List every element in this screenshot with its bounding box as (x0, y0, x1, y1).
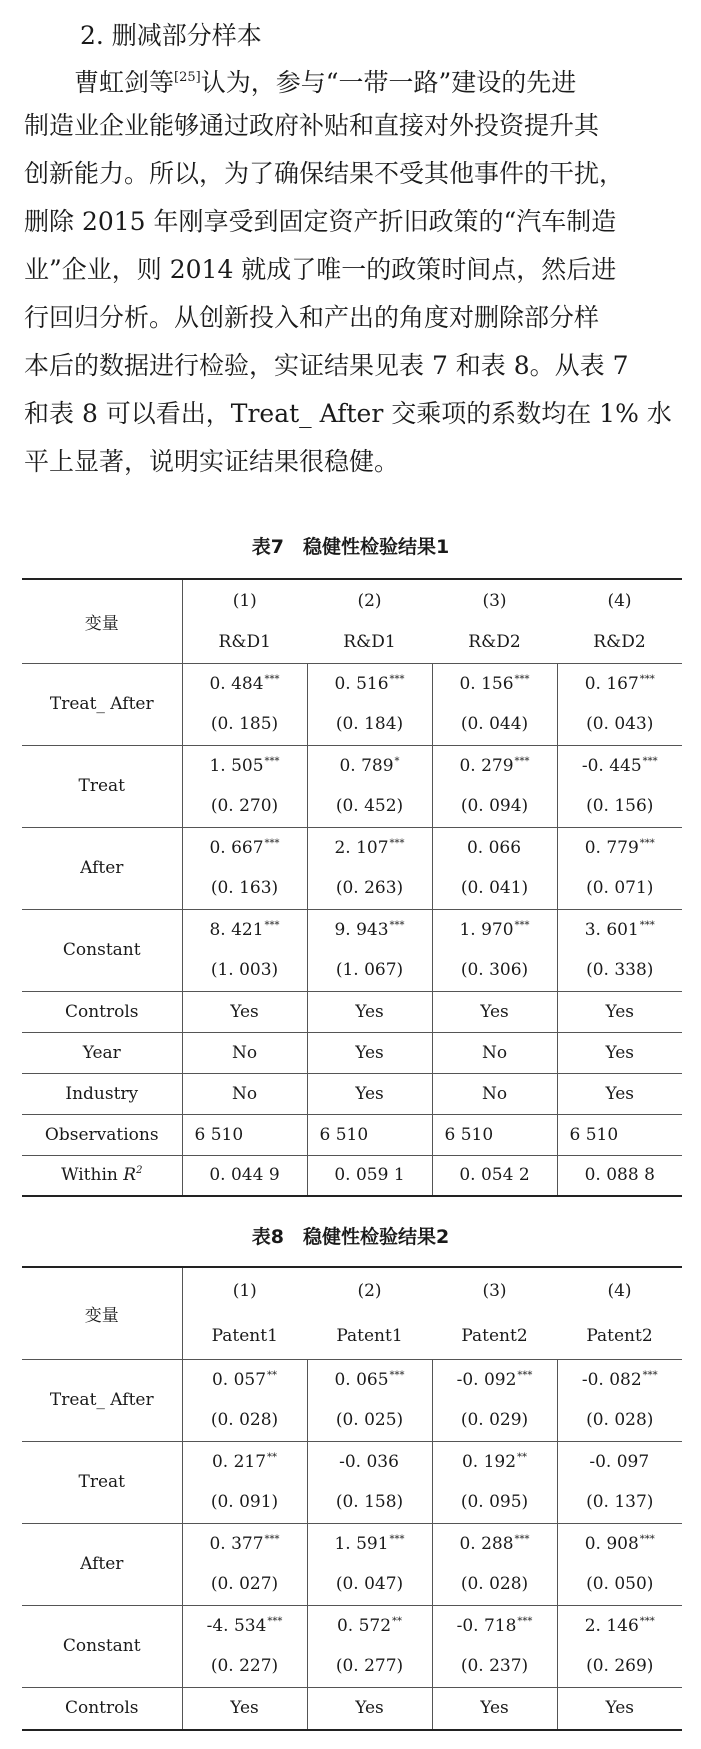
se-cell: (0. 227) (182, 1646, 307, 1687)
coef-cell (307, 745, 432, 786)
se-cell: (0. 025) (307, 1400, 432, 1441)
paragraph-line: 创新能力。所以，为了确保结果不受其他事件的干扰， (24, 159, 625, 188)
row-label: Constant (22, 1605, 182, 1687)
se-cell: (0. 028) (557, 1400, 682, 1441)
coef-cell (182, 1605, 307, 1646)
row-label: Controls (22, 991, 182, 1032)
r2-cell: 0. 054 2 (432, 1155, 557, 1196)
coef-cell (307, 663, 432, 704)
se-cell: (0. 095) (432, 1482, 557, 1523)
significance-stars: *** (642, 1369, 658, 1381)
coef-cell (307, 1441, 432, 1482)
col-num: (3) (432, 579, 557, 621)
coef-cell (557, 1523, 682, 1564)
coef-cell (432, 1523, 557, 1564)
observations-cell: 6 510 (182, 1114, 307, 1155)
coef-value: -0. 036 (339, 1451, 399, 1472)
significance-stars: ** (392, 1615, 403, 1627)
section-heading: 2. 删减部分样本 (80, 21, 262, 50)
coef-cell (432, 663, 557, 704)
row-label: Observations (22, 1114, 182, 1155)
row-label: After (22, 827, 182, 909)
coef-cell (557, 745, 682, 786)
coef-cell (557, 1441, 682, 1482)
paragraph-line: 删除 2015 年刚享受到固定资产折旧政策的“汽车制造 (24, 207, 617, 236)
r2-cell: 0. 044 9 (182, 1155, 307, 1196)
table8 (22, 1266, 682, 1731)
se-cell: (0. 184) (307, 704, 432, 745)
se-cell: (0. 050) (557, 1564, 682, 1605)
significance-stars: *** (517, 1615, 533, 1627)
coef-value: -0. 718 (456, 1615, 517, 1636)
significance-stars: ** (517, 1451, 528, 1463)
se-cell: (0. 269) (557, 1646, 682, 1687)
controls-cell: Yes (557, 991, 682, 1032)
significance-stars: ** (267, 1451, 278, 1463)
controls-cell: Yes (182, 991, 307, 1032)
dep-var: Patent1 (336, 1325, 403, 1346)
se-cell: (0. 027) (182, 1564, 307, 1605)
coef-cell (182, 909, 307, 950)
coef-cell (432, 827, 557, 868)
coef-value: 0. 667 (209, 837, 264, 858)
coef-cell (182, 745, 307, 786)
coef-value: -0. 082 (581, 1369, 642, 1390)
industry-cell: No (432, 1073, 557, 1114)
se-cell: (0. 043) (557, 704, 682, 745)
row-label: Treat_ After (22, 1359, 182, 1441)
coef-cell (307, 1605, 432, 1646)
coef-cell (307, 1523, 432, 1564)
significance-stars: *** (639, 837, 655, 849)
coef-cell (307, 909, 432, 950)
se-cell: (0. 185) (182, 704, 307, 745)
coef-cell (182, 827, 307, 868)
coef-value: 0. 779 (584, 837, 639, 858)
row-label (22, 1155, 182, 1196)
coef-value: 0. 057 (211, 1369, 267, 1390)
coef-value: 8. 421 (209, 919, 264, 940)
year-cell: No (182, 1032, 307, 1073)
coef-value: 0. 789 (339, 755, 394, 776)
coef-cell (307, 827, 432, 868)
var-header: 变量 (22, 579, 182, 663)
var-header: 变量 (22, 1267, 182, 1359)
industry-cell: Yes (307, 1073, 432, 1114)
coef-cell (182, 663, 307, 704)
significance-stars: *** (514, 1533, 530, 1545)
controls-cell: Yes (182, 1687, 307, 1730)
dep-var: R&D2 (593, 631, 646, 652)
row-label: Industry (22, 1073, 182, 1114)
significance-stars: *** (264, 755, 280, 767)
coef-cell (557, 1605, 682, 1646)
se-cell: (0. 029) (432, 1400, 557, 1441)
se-cell: (0. 156) (557, 786, 682, 827)
observations-cell: 6 510 (557, 1114, 682, 1155)
paragraph-text: 认为，参与“一带一路”建设的先进 (200, 68, 577, 97)
row-label: Constant (22, 909, 182, 991)
paragraph-line: 本后的数据进行检验，实证结果见表 7 和表 8。从表 7 (24, 351, 629, 380)
paragraph-line: 业”企业，则 2014 就成了唯一的政策时间点，然后进 (24, 255, 617, 284)
coef-value: -0. 097 (589, 1451, 650, 1472)
coef-value: 1. 591 (334, 1533, 389, 1554)
paragraph-line (24, 54, 684, 102)
se-cell: (1. 003) (182, 950, 307, 991)
table7-caption: 表7 稳健性检验结果1 (251, 536, 450, 558)
significance-stars: *** (514, 919, 530, 931)
coef-value: 0. 484 (209, 673, 264, 694)
paragraph-line: 行回归分析。从创新投入和产出的角度对删除部分样 (24, 303, 600, 332)
coef-value: 0. 156 (459, 673, 514, 694)
se-cell: (0. 270) (182, 786, 307, 827)
coef-value: 0. 572 (336, 1615, 392, 1636)
row-label: Year (22, 1032, 182, 1073)
se-cell: (0. 094) (432, 786, 557, 827)
se-cell: (0. 306) (432, 950, 557, 991)
significance-stars: *** (639, 919, 655, 931)
significance-stars: *** (264, 1533, 280, 1545)
paragraph-line: 和表 8 可以看出，Treat_ After 交乘项的系数均在 1% 水 (24, 399, 672, 428)
coef-cell (307, 1359, 432, 1400)
r2-cell: 0. 088 8 (557, 1155, 682, 1196)
industry-cell: Yes (557, 1073, 682, 1114)
coef-value: 0. 377 (209, 1533, 264, 1554)
coef-value: 2. 146 (584, 1615, 639, 1636)
dep-var: Patent1 (211, 1325, 278, 1346)
significance-stars: *** (517, 1369, 533, 1381)
se-cell: (0. 028) (432, 1564, 557, 1605)
se-cell: (0. 237) (432, 1646, 557, 1687)
coef-value: 2. 107 (334, 837, 389, 858)
se-cell: (0. 452) (307, 786, 432, 827)
row-label: After (22, 1523, 182, 1605)
significance-stars: *** (264, 673, 280, 685)
se-cell: (0. 158) (307, 1482, 432, 1523)
r-squared-sup: 2 (136, 1165, 143, 1177)
coef-value: 0. 908 (584, 1533, 639, 1554)
col-num: (4) (557, 1267, 682, 1313)
se-cell: (0. 071) (557, 868, 682, 909)
year-cell: No (432, 1032, 557, 1073)
se-cell: (0. 028) (182, 1400, 307, 1441)
row-label: Treat_ After (22, 663, 182, 745)
significance-stars: *** (389, 673, 405, 685)
coef-cell (557, 909, 682, 950)
table7 (22, 578, 682, 1197)
se-cell: (0. 091) (182, 1482, 307, 1523)
significance-stars: *** (389, 1533, 405, 1545)
year-cell: Yes (307, 1032, 432, 1073)
se-cell: (0. 047) (307, 1564, 432, 1605)
paragraph-text: 曹虹剑等 (74, 68, 175, 97)
significance-stars: ** (267, 1369, 278, 1381)
controls-cell: Yes (432, 991, 557, 1032)
col-num: (2) (307, 1267, 432, 1313)
coef-value: 0. 516 (334, 673, 389, 694)
dep-var: R&D1 (218, 631, 271, 652)
controls-cell: Yes (432, 1687, 557, 1730)
se-cell: (0. 137) (557, 1482, 682, 1523)
industry-cell: No (182, 1073, 307, 1114)
coef-value: -0. 445 (581, 755, 642, 776)
coef-cell (432, 1441, 557, 1482)
paragraph-line: 平上显著，说明实证结果很稳健。 (24, 447, 400, 476)
coef-value: -0. 092 (456, 1369, 517, 1390)
row-label: Controls (22, 1687, 182, 1730)
se-cell: (0. 163) (182, 868, 307, 909)
col-num: (3) (432, 1267, 557, 1313)
dep-var: R&D1 (343, 631, 396, 652)
body-paragraph (24, 54, 684, 486)
col-num: (2) (307, 579, 432, 621)
row-label: Treat (22, 1441, 182, 1523)
citation-marker: [25] (174, 70, 201, 85)
significance-stars: *** (639, 673, 655, 685)
r2-cell: 0. 059 1 (307, 1155, 432, 1196)
observations-cell: 6 510 (432, 1114, 557, 1155)
coef-value: 9. 943 (334, 919, 389, 940)
coef-cell (182, 1359, 307, 1400)
coef-value: 0. 288 (459, 1533, 514, 1554)
significance-stars: *** (639, 1615, 655, 1627)
significance-stars: *** (264, 919, 280, 931)
coef-cell (432, 1359, 557, 1400)
col-num: (1) (182, 1267, 307, 1313)
significance-stars: *** (389, 837, 405, 849)
year-cell: Yes (557, 1032, 682, 1073)
coef-cell (432, 745, 557, 786)
table8-caption: 表8 稳健性检验结果2 (251, 1226, 450, 1248)
dep-var: R&D2 (468, 631, 521, 652)
coef-cell (182, 1523, 307, 1564)
significance-stars: *** (267, 1615, 283, 1627)
coef-cell (432, 1605, 557, 1646)
significance-stars: *** (639, 1533, 655, 1545)
coef-value: 0. 279 (459, 755, 514, 776)
r-symbol: R (123, 1165, 137, 1186)
coef-value: -4. 534 (206, 1615, 267, 1636)
significance-stars: *** (514, 755, 530, 767)
se-cell: (0. 041) (432, 868, 557, 909)
coef-cell (557, 663, 682, 704)
se-cell: (0. 338) (557, 950, 682, 991)
dep-var: Patent2 (461, 1325, 528, 1346)
significance-stars: *** (264, 837, 280, 849)
se-cell: (1. 067) (307, 950, 432, 991)
coef-value: 0. 217 (211, 1451, 267, 1472)
col-num: (1) (182, 579, 307, 621)
controls-cell: Yes (307, 1687, 432, 1730)
col-num: (4) (557, 579, 682, 621)
coef-cell (557, 827, 682, 868)
coef-value: 0. 065 (334, 1369, 389, 1390)
coef-cell (557, 1359, 682, 1400)
se-cell: (0. 044) (432, 704, 557, 745)
coef-value: 0. 066 (466, 837, 522, 858)
coef-value: 3. 601 (584, 919, 639, 940)
coef-value: 0. 167 (584, 673, 639, 694)
se-cell: (0. 277) (307, 1646, 432, 1687)
coef-value: 1. 970 (459, 919, 514, 940)
significance-stars: *** (514, 673, 530, 685)
controls-cell: Yes (557, 1687, 682, 1730)
se-cell: (0. 263) (307, 868, 432, 909)
observations-cell: 6 510 (307, 1114, 432, 1155)
controls-cell: Yes (307, 991, 432, 1032)
coef-cell (182, 1441, 307, 1482)
paragraph-line: 制造业企业能够通过政府补贴和直接对外投资提升其 (24, 111, 600, 140)
coef-cell (432, 909, 557, 950)
significance-stars: *** (642, 755, 658, 767)
dep-var: Patent2 (586, 1325, 653, 1346)
coef-value: 1. 505 (209, 755, 264, 776)
significance-stars: *** (389, 919, 405, 931)
coef-value: 0. 192 (461, 1451, 517, 1472)
within-label: Within (61, 1165, 124, 1186)
significance-stars: *** (389, 1369, 405, 1381)
row-label: Treat (22, 745, 182, 827)
significance-stars: * (394, 755, 400, 767)
